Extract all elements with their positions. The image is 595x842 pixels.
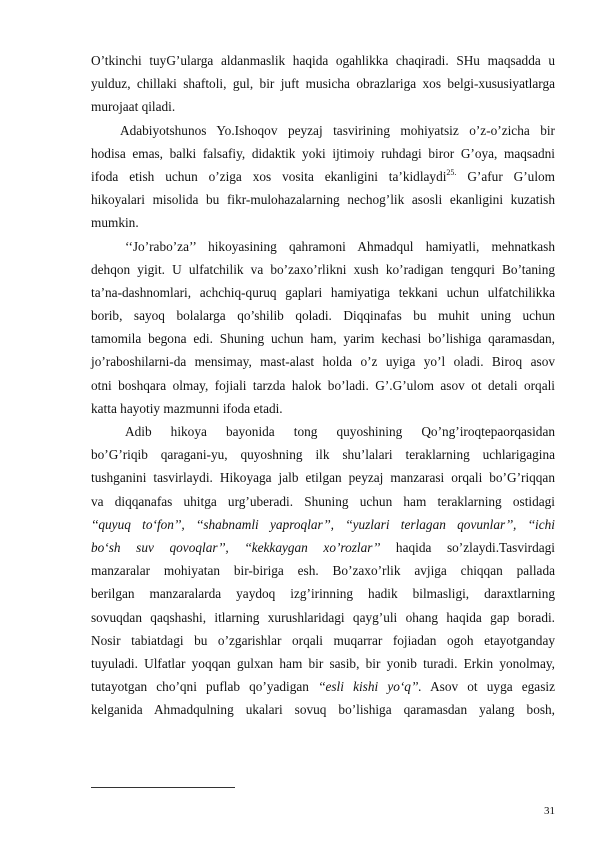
text-line: borib, sayoq bolalarga qo’shilib qoladi. Diqqinafas bu muhit uning uchun bbox=[91, 308, 555, 324]
text-line: kelganida Ahmadqulning ukalari sovuq bo’lishiga qaramasdan yalang bosh, bbox=[91, 702, 555, 718]
line-segment-italic: bo‘sh suv qovoqlar’’, ‘‘kekkaygan xo’rozlar’’ bbox=[91, 539, 381, 555]
text-line: yulduz, chillaki shaftoli, gul, bir juft musicha obrazlariga xos belgi-xususiyatlarga bbox=[91, 76, 555, 92]
footnote-separator bbox=[91, 787, 235, 788]
text-line: tamomila begona edi. Shuning uchun ham, yarim kechasi bo’lishiga qaramasdan, bbox=[91, 331, 555, 347]
paragraph-1 bbox=[91, 49, 555, 119]
text-line: ‘‘quyuq to‘fon’’, ‘‘shabnamli yaproqlar’’, ‘‘yuzlari terlagan qovunlar’’, ‘‘ichi bbox=[91, 516, 555, 532]
text-line: dehqon yigit. U ulfatchilik va bo’zaxo’rlikni xush ko’radigan tengquri Bo’taning bbox=[91, 261, 555, 277]
line-segment: tutayotgan cho’qni puflab qo’yadigan bbox=[91, 679, 319, 695]
line-segment: ifoda etish uchun o’ziga xos vosita ekanligini ta’kidlaydi bbox=[91, 168, 447, 184]
text-line: Adib hikoya bayonida tong quyoshining Qo’ng’iroqtepaorqasidan bbox=[125, 424, 555, 439]
text-line: Adabiyotshunos Yo.Ishoqov peyzaj tasvirining mohiyatsiz o’z-o’zicha bir bbox=[120, 122, 555, 138]
paragraph-4 bbox=[91, 420, 555, 721]
text-line: katta hayotiy mazmunni ifoda etadi. bbox=[91, 400, 283, 416]
text-line: manzaralar mohiyatan bir-biriga esh. Bo’zaxo’rlik avjiga chiqqan pallada bbox=[91, 563, 555, 579]
line-segment: G’afur G’ulom bbox=[456, 168, 556, 184]
text-line: hodisa emas, balki falsafiy, didaktik yoki ijtimoiy ruhdagi biror G’oya, maqsadni bbox=[91, 145, 555, 161]
text-line: jo’raboshilarni-da mensimay, mast-alast holda o’z uyiga yo’l oladi. Biroq asov bbox=[91, 354, 555, 370]
text-line: sovuqdan qaqshashi, itlarning xurushlaridagi qayg’uli ohang haqida gap boradi. bbox=[91, 609, 555, 625]
text-line: berilgan manzaralarda yaydoq izg’irinning hadik bilmasligi, daraxtlarning bbox=[91, 586, 555, 602]
text-line: mumkin. bbox=[91, 215, 139, 231]
text-line: ‘‘Jo’rabo’za’’ hikoyasining qahramoni Ahmadqul hamiyatli, mehnatkash bbox=[125, 238, 555, 254]
text-line: murojaat qiladi. bbox=[91, 99, 176, 115]
document-body bbox=[91, 49, 555, 721]
text-line: tuyuladi. Ulfatlar yoqqan gulxan ham bir sasib, bir yonib turadi. Erkin yonolmay, bbox=[91, 655, 555, 671]
text-line bbox=[91, 165, 555, 188]
text-line: O’tkinchi tuyG’ularga aldanmaslik haqida ogahlikka chaqiradi. SHu maqsadda u bbox=[91, 53, 555, 68]
text-line: otni boshqara olmay, fojiali tarzda halok bo’ladi. G’.G’ulom asov ot detali orqali bbox=[91, 377, 555, 393]
line-segment: haqida so’zlaydi.Tasvirdagi bbox=[380, 539, 555, 555]
paragraph-2 bbox=[91, 119, 555, 235]
footnote-reference: 25. bbox=[446, 167, 457, 177]
text-line bbox=[91, 536, 555, 559]
text-line bbox=[91, 675, 555, 698]
text-line: va diqqanafas uhitga urg’uberadi. Shuning uchun ham teraklarning ostidagi bbox=[91, 493, 555, 509]
text-line: ta’na-dashnomlari, achchiq-quruq gaplari hamiyatiga tekkani uchun ulfatchilikka bbox=[91, 284, 555, 300]
text-line: hikoyalari misolida bu fikr-mulohazalarning nechog’lik asosli ekanligini kuzatish bbox=[91, 192, 555, 208]
paragraph-3 bbox=[91, 235, 555, 421]
text-line: bo’G’riqib qaragani-yu, quyoshning ilk shu’lalari teraklarning uchlarigagina bbox=[91, 447, 555, 463]
line-segment: Asov ot uyga egasiz bbox=[421, 679, 555, 695]
page-number: 31 bbox=[544, 805, 555, 817]
text-line: tushganini tasvirlaydi. Hikoyaga jalb etilgan peyzaj manzarasi orqali bo’G’riqqan bbox=[91, 470, 555, 486]
text-line: Nosir tabiatdagi bu o’zgarishlar orqali muqarrar fojiadan ogoh etayotganday bbox=[91, 632, 555, 648]
line-segment-italic: ‘‘esli kishi yo‘q’’. bbox=[318, 679, 422, 695]
